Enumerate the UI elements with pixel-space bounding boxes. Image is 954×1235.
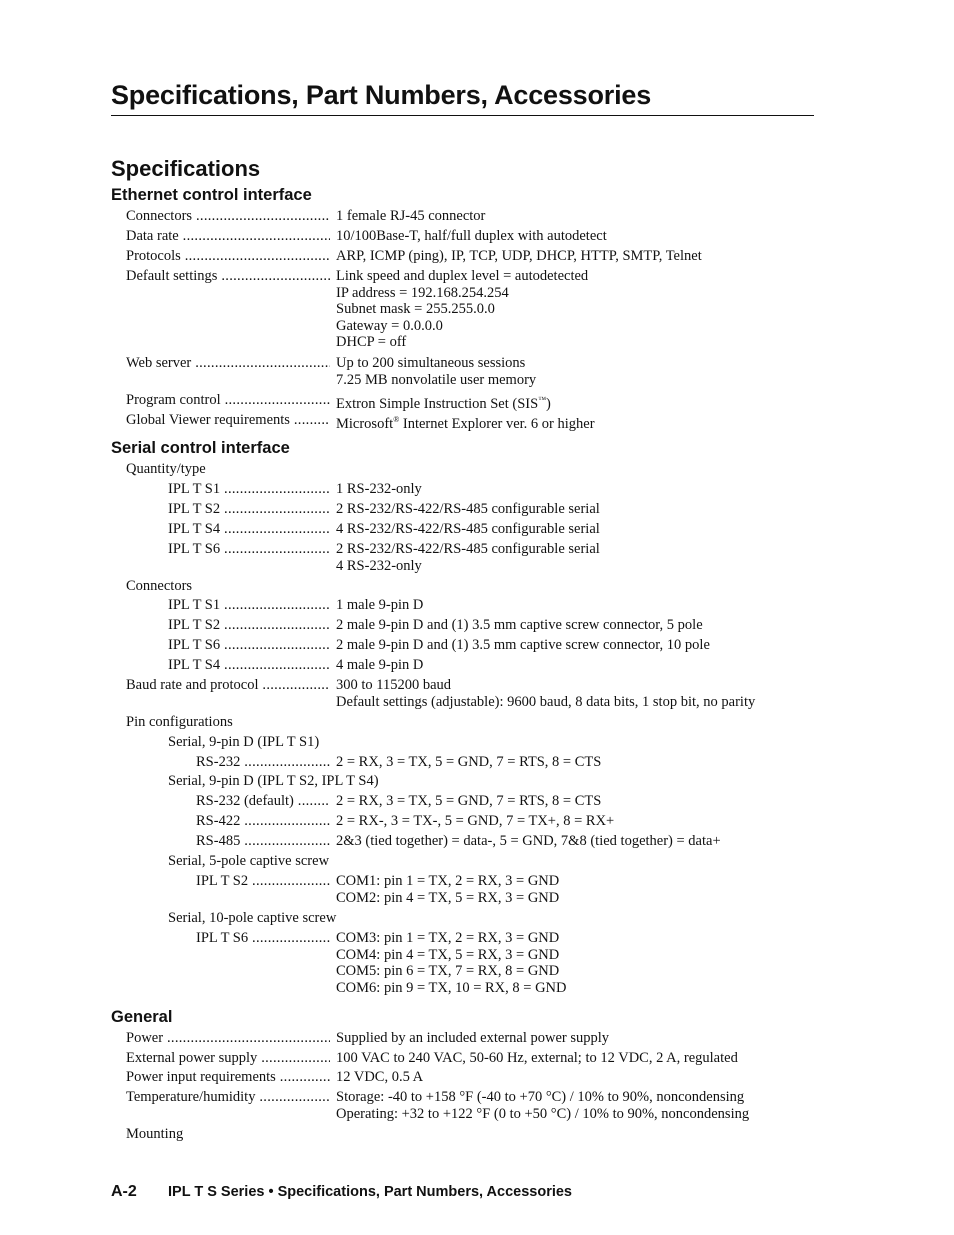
spec-label: Protocols ..... (126, 248, 330, 265)
value-line: COM3: pin 1 = TX, 2 = RX, 3 = GND (336, 930, 560, 946)
quantity-row-s2 (0, 501, 954, 518)
page-number: A-2 (111, 1183, 137, 1200)
pin-row-rs485 (0, 833, 954, 850)
value-line: 4 RS-232-only (336, 557, 422, 574)
spec-label: RS-422 ..... (196, 813, 330, 830)
pin-row-s1-rs232 (0, 754, 954, 771)
pin-row-5pole (0, 873, 954, 907)
value-line: 7.25 MB nonvolatile user memory (336, 371, 537, 388)
spec-value (336, 677, 755, 710)
spec-value: 2 = RX, 3 = TX, 5 = GND, 7 = RTS, 8 = CTS (336, 754, 602, 770)
spec-value: 1 RS-232-only (336, 481, 422, 497)
spec-label: RS-232 ..... (196, 754, 330, 771)
spec-value: 4 male 9-pin D (336, 657, 424, 673)
spec-label: IPL T S2 ..... (168, 617, 330, 634)
spec-label: Connectors ..... (126, 208, 330, 225)
pin-5pole-label: Serial, 5-pole captive screw (168, 853, 330, 869)
spec-row-external-power (0, 1050, 954, 1067)
connectors-label: Connectors (126, 578, 193, 594)
pin-row-rs422 (0, 813, 954, 830)
pin-s2s4-label: Serial, 9-pin D (IPL T S2, IPL T S4) (168, 773, 379, 789)
spec-label: Temperature/humidity ..... (126, 1089, 330, 1106)
value-line: COM6: pin 9 = TX, 10 = RX, 8 = GND (336, 979, 567, 996)
spec-value: 12 VDC, 0.5 A (336, 1069, 424, 1085)
quantity-row-s6 (0, 541, 954, 575)
value-line: DHCP = off (336, 334, 407, 351)
pin-row-rs232-default (0, 793, 954, 810)
value-text: Microsoft (336, 415, 394, 432)
spec-value: 2 = RX, 3 = TX, 5 = GND, 7 = RTS, 8 = CTS (336, 793, 602, 809)
spec-label: Web server ..... (126, 355, 330, 372)
value-text: ) (546, 395, 551, 412)
spec-value: 2&3 (tied together) = data-, 5 = GND, 7&8 (tied together) = data+ (336, 833, 721, 849)
spec-label: Default settings ..... (126, 268, 330, 285)
spec-row-program-control (0, 392, 954, 412)
spec-value: 1 male 9-pin D (336, 597, 424, 613)
spec-value (336, 355, 536, 388)
trademark-mark: ™ (538, 395, 547, 404)
spec-value: 2 RS-232/RS-422/RS-485 configurable serial (336, 501, 600, 517)
ethernet-heading: Ethernet control interface (111, 186, 312, 204)
spec-label: IPL T S2 ..... (196, 873, 330, 890)
spec-row-web-server (0, 355, 954, 389)
quantity-row-s1 (0, 481, 954, 498)
value-line: Default settings (adjustable): 9600 baud, 8 data bits, 1 stop bit, no parity (336, 693, 756, 710)
spec-label: IPL T S1 ..... (168, 597, 330, 614)
spec-label: Baud rate and protocol ..... (126, 677, 330, 694)
spec-value (336, 268, 588, 351)
spec-label: IPL T S2 ..... (168, 501, 330, 518)
pin-10pole-label: Serial, 10-pole captive screw (168, 910, 337, 926)
spec-label: Global Viewer requirements ..... (126, 412, 330, 429)
spec-value: 2 male 9-pin D and (1) 3.5 mm captive screw connector, 5 pole (336, 617, 703, 633)
value-line: 300 to 115200 baud (336, 677, 452, 693)
spec-value: 2 = RX-, 3 = TX-, 5 = GND, 7 = TX+, 8 = RX+ (336, 813, 615, 829)
value-line: COM2: pin 4 = TX, 5 = RX, 3 = GND (336, 889, 560, 906)
title-rule (111, 115, 814, 116)
spec-label: Power ..... (126, 1030, 330, 1047)
value-line: Storage: -40 to +158 °F (-40 to +70 °C) / 10% to 90%, noncondensing (336, 1089, 745, 1105)
spec-label: RS-485 ..... (196, 833, 330, 850)
spec-value: Supplied by an included external power supply (336, 1030, 610, 1046)
spec-label: IPL T S4 ..... (168, 657, 330, 674)
spec-row-temperature (0, 1089, 954, 1123)
value-line: COM4: pin 4 = TX, 5 = RX, 3 = GND (336, 946, 560, 963)
value-line: COM5: pin 6 = TX, 7 = RX, 8 = GND (336, 963, 560, 980)
page-title: Specifications, Part Numbers, Accessories (111, 80, 652, 110)
spec-value: 1 female RJ-45 connector (336, 208, 486, 224)
general-heading: General (111, 1008, 173, 1026)
spec-label: IPL T S4 ..... (168, 521, 330, 538)
spec-label: External power supply ..... (126, 1050, 330, 1067)
value-line: Operating: +32 to +122 °F (0 to +50 °C) / 10% to 90%, noncondensing (336, 1105, 750, 1122)
value-text: Internet Explorer ver. 6 or higher (399, 415, 595, 432)
spec-value (336, 412, 595, 432)
spec-row-baud-rate (0, 677, 954, 711)
quantity-type-label: Quantity/type (126, 461, 206, 477)
spec-label: Program control ..... (126, 392, 330, 409)
spec-row-data-rate (0, 228, 954, 245)
pin-s1-label: Serial, 9-pin D (IPL T S1) (168, 734, 320, 750)
value-line: COM1: pin 1 = TX, 2 = RX, 3 = GND (336, 873, 560, 889)
value-line: Link speed and duplex level = autodetected (336, 268, 589, 284)
section-title: Specifications (111, 156, 261, 181)
spec-label: IPL T S6 ..... (168, 637, 330, 654)
value-line: Up to 200 simultaneous sessions (336, 355, 526, 371)
spec-value: ARP, ICMP (ping), IP, TCP, UDP, DHCP, HTTP, SMTP, Telnet (336, 248, 702, 264)
mounting-label: Mounting (126, 1126, 184, 1142)
footer-text: IPL T S Series • Specifications, Part Numbers, Accessories (168, 1184, 572, 1200)
spec-row-power (0, 1030, 954, 1047)
value-line: Gateway = 0.0.0.0 (336, 317, 443, 334)
serial-heading: Serial control interface (111, 439, 290, 457)
value-line: Subnet mask = 255.255.0.0 (336, 301, 495, 318)
spec-label: IPL T S6 ..... (168, 541, 330, 558)
spec-row-protocols (0, 248, 954, 265)
spec-value (336, 1089, 749, 1122)
spec-label: IPL T S1 ..... (168, 481, 330, 498)
spec-row-power-input (0, 1069, 954, 1086)
spec-value: 10/100Base-T, half/full duplex with autodetect (336, 228, 607, 244)
spec-value: 4 RS-232/RS-422/RS-485 configurable serial (336, 521, 600, 537)
spec-value: 100 VAC to 240 VAC, 50-60 Hz, external; to 12 VDC, 2 A, regulated (336, 1050, 738, 1066)
pin-row-10pole (0, 930, 954, 997)
registered-mark: ® (393, 415, 400, 424)
connector-row-s2 (0, 617, 954, 634)
value-text: Extron Simple Instruction Set (SIS (336, 395, 539, 412)
spec-label: Power input requirements ..... (126, 1069, 330, 1086)
value-line: IP address = 192.168.254.254 (336, 284, 509, 301)
spec-label: IPL T S6 ..... (196, 930, 330, 947)
connector-row-s1 (0, 597, 954, 614)
spec-value (336, 873, 559, 906)
spec-value (336, 392, 551, 412)
spec-row-global-viewer (0, 412, 954, 432)
connector-row-s6 (0, 637, 954, 654)
connector-row-s4 (0, 657, 954, 674)
spec-value (336, 541, 600, 574)
quantity-row-s4 (0, 521, 954, 538)
spec-value: 2 male 9-pin D and (1) 3.5 mm captive screw connector, 10 pole (336, 637, 710, 653)
spec-label: Data rate ..... (126, 228, 330, 245)
spec-value (336, 930, 567, 996)
pin-configurations-label: Pin configurations (126, 714, 233, 730)
spec-row-default-settings (0, 268, 954, 352)
value-line: 2 RS-232/RS-422/RS-485 configurable serial (336, 541, 600, 557)
spec-row-connectors (0, 208, 954, 225)
spec-label: RS-232 (default) ..... (196, 793, 330, 810)
